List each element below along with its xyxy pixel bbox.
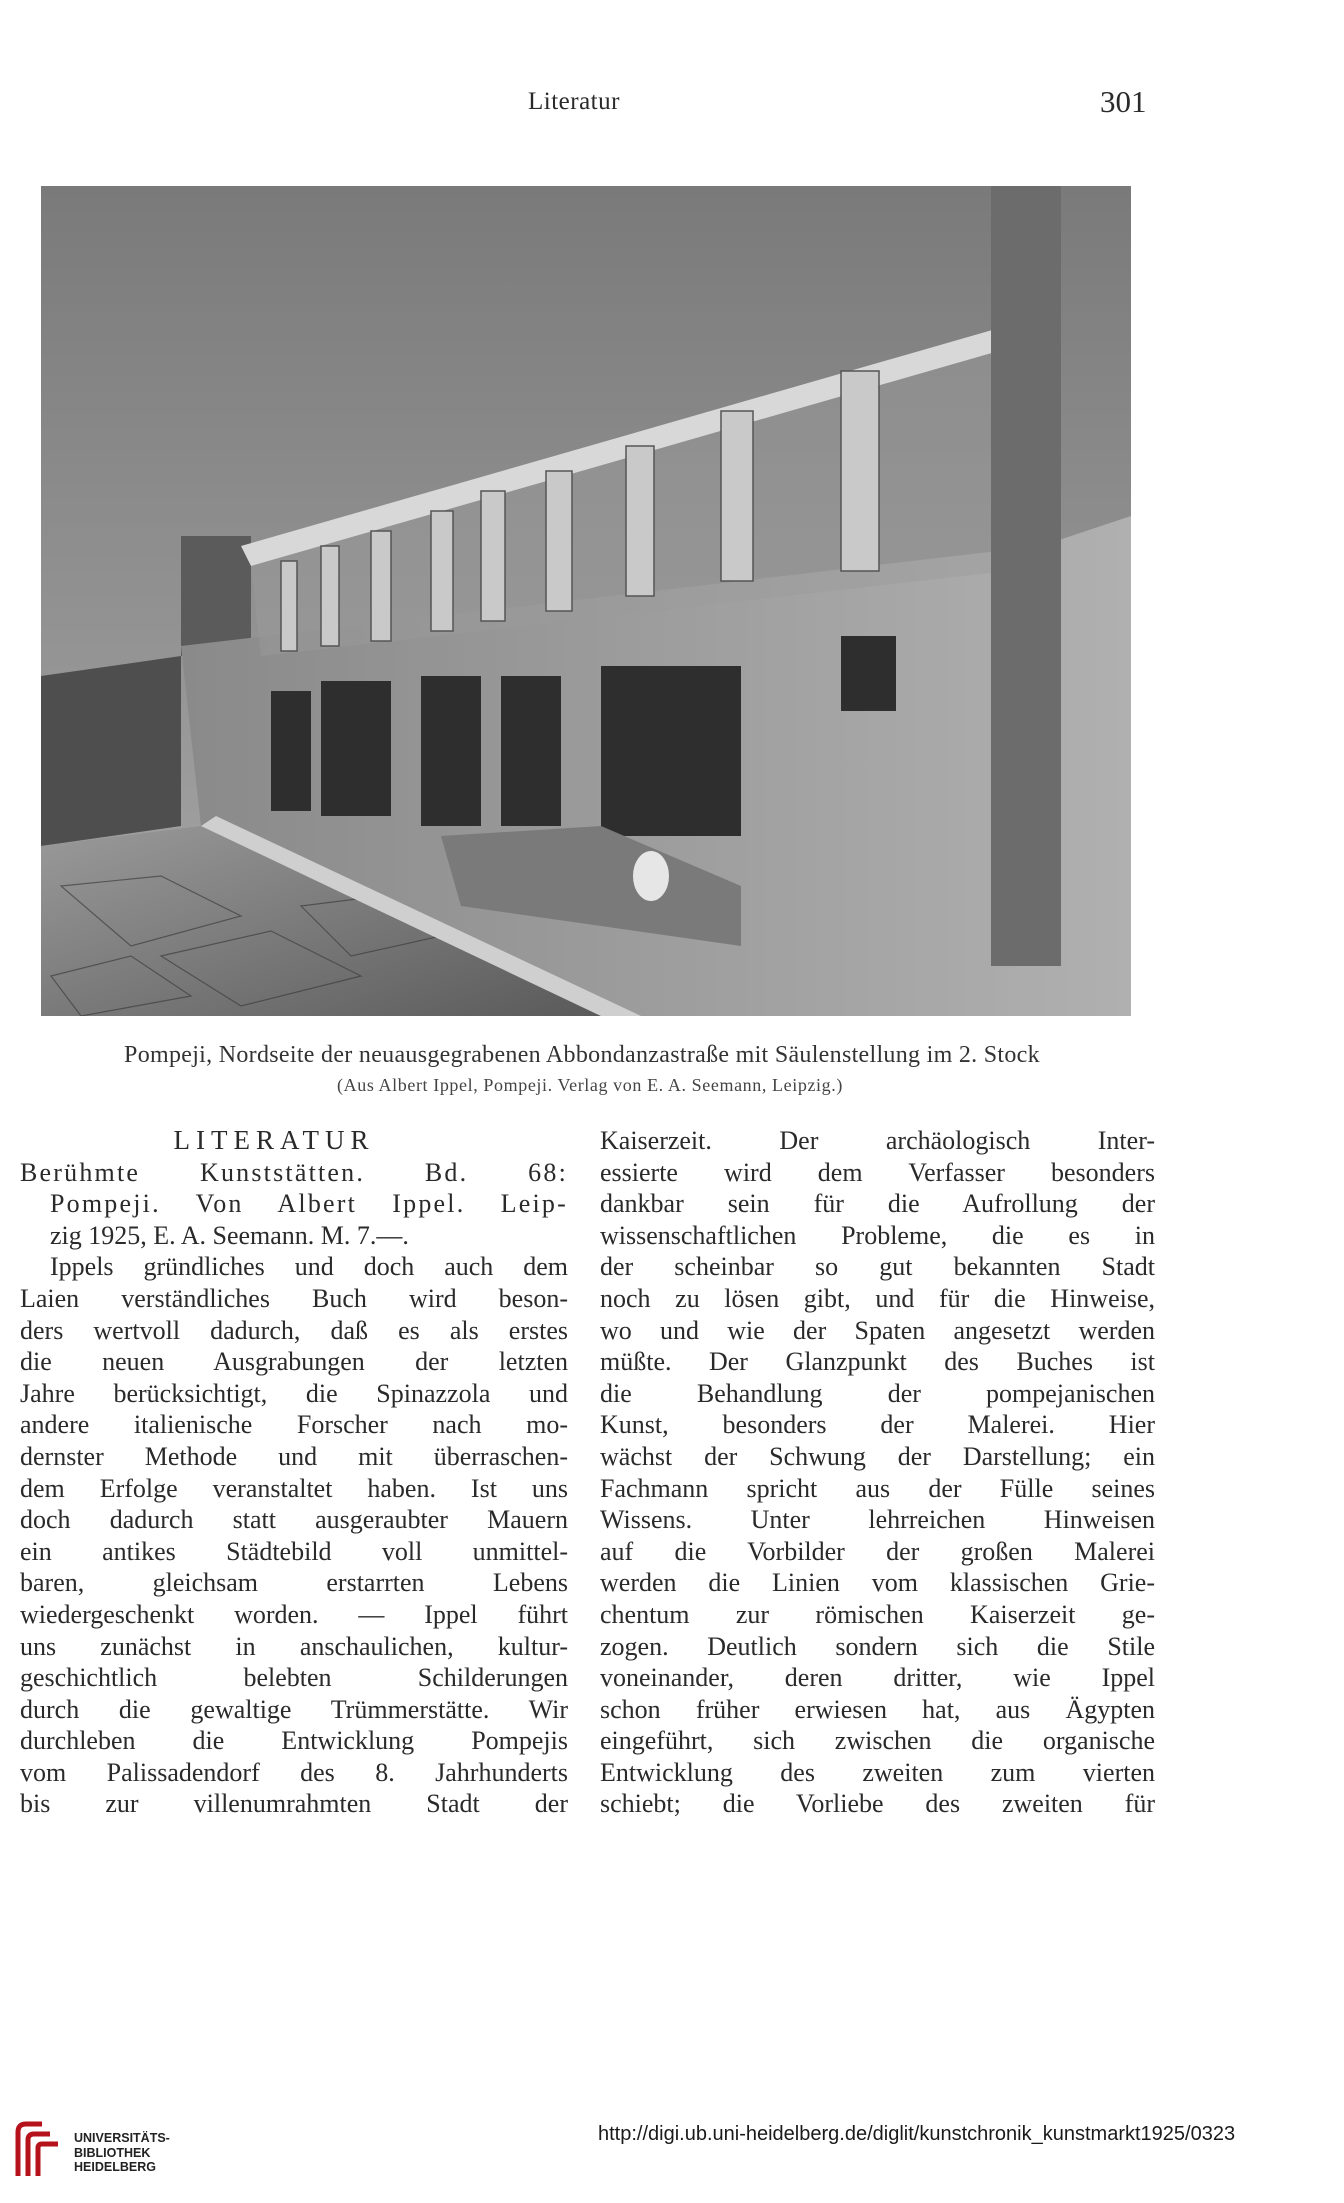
text-line: bis zur villenumrahmten Stadt der bbox=[20, 1789, 568, 1819]
text-line: schon früher erwiesen hat, aus Ägypten bbox=[600, 1694, 1155, 1724]
text-line: chentum zur römischen Kaiserzeit ge- bbox=[600, 1599, 1155, 1629]
text-line: die Behandlung der pompejanischen bbox=[600, 1378, 1155, 1408]
text-line: wo und wie der Spaten angesetzt werden bbox=[600, 1315, 1155, 1345]
text-line: eingeführt, sich zwischen die organische bbox=[600, 1726, 1155, 1756]
text-line: essierte wird dem Verfasser besonders bbox=[600, 1157, 1155, 1187]
text-line: Ippels gründliches und doch auch dem bbox=[50, 1252, 568, 1282]
text-line: dernster Methode und mit überraschen- bbox=[20, 1441, 568, 1471]
text-line: zogen. Deutlich sondern sich die Stile bbox=[600, 1631, 1155, 1661]
left-column bbox=[20, 1125, 568, 1820]
text-line: Jahre berücksichtigt, die Spinazzola und bbox=[20, 1378, 568, 1408]
source-url-link[interactable]: http://digi.ub.uni-heidelberg.de/diglit/kunstchronik_kunstmarkt1925/0323 bbox=[598, 2123, 1236, 2145]
text-line: Kaiserzeit. Der archäologisch Inter- bbox=[600, 1126, 1155, 1155]
running-head bbox=[0, 84, 1344, 128]
library-name-line: UNIVERSITÄTS- bbox=[74, 2131, 170, 2145]
text-line: wächst der Schwung der Darstellung; ein bbox=[600, 1441, 1155, 1471]
text-line: schiebt; die Vorliebe des zweiten für bbox=[600, 1789, 1155, 1819]
pompeii-street-photo bbox=[41, 186, 1131, 1016]
text-line: dankbar sein für die Aufrollung der bbox=[600, 1189, 1155, 1219]
text-line: durch die gewaltige Trümmerstätte. Wir bbox=[20, 1694, 568, 1724]
text-line: voneinander, deren dritter, wie Ippel bbox=[600, 1663, 1155, 1693]
library-logo-icon bbox=[12, 2118, 68, 2182]
text-line: baren, gleichsam erstarrten Lebens bbox=[20, 1568, 568, 1598]
text-line: wissenschaftlichen Probleme, die es in bbox=[600, 1220, 1155, 1250]
text-line: müßte. Der Glanzpunkt des Buches ist bbox=[600, 1347, 1155, 1377]
text-line: Wissens. Unter lehrreichen Hinweisen bbox=[600, 1505, 1155, 1535]
text-line: auf die Vorbilder der großen Malerei bbox=[600, 1536, 1155, 1566]
section-heading: LITERATUR bbox=[173, 1125, 375, 1155]
text-line: wiedergeschenkt worden. — Ippel führt bbox=[20, 1599, 568, 1629]
text-line: zig 1925, E. A. Seemann. M. 7.—. bbox=[50, 1220, 409, 1250]
text-line: werden die Linien vom klassischen Grie- bbox=[600, 1568, 1155, 1598]
text-line: vom Palissadendorf des 8. Jahrhunderts bbox=[20, 1757, 568, 1787]
running-title: Literatur bbox=[528, 88, 620, 115]
text-line: Entwicklung des zweiten zum vierten bbox=[600, 1757, 1155, 1787]
text-line: Fachmann spricht aus der Fülle seines bbox=[600, 1473, 1155, 1503]
text-line: durchleben die Entwicklung Pompejis bbox=[20, 1726, 568, 1756]
text-line: doch dadurch statt ausgeraubter Mauern bbox=[20, 1505, 568, 1535]
figure-caption: Pompeji, Nordseite der neuausgegrabenen Abbondanzastraße mit Säulenstellung im 2. Stock bbox=[124, 1042, 1040, 1068]
text-line: Pompeji. Von Albert Ippel. Leip- bbox=[50, 1189, 568, 1219]
text-line: ein antikes Städtebild voll unmittel- bbox=[20, 1536, 568, 1566]
text-line: Laien verständliches Buch wird beson- bbox=[20, 1283, 568, 1313]
text-line: der scheinbar so gut bekannten Stadt bbox=[600, 1252, 1155, 1282]
library-name bbox=[74, 2131, 170, 2175]
text-line: Berühmte Kunststätten. Bd. 68: bbox=[20, 1157, 568, 1187]
text-line: Kunst, besonders der Malerei. Hier bbox=[600, 1410, 1155, 1440]
library-logo bbox=[12, 2118, 212, 2188]
library-name-line: HEIDELBERG bbox=[74, 2160, 156, 2174]
figure-credit: (Aus Albert Ippel, Pompeji. Verlag von E. A. Seemann, Leipzig.) bbox=[337, 1075, 843, 1095]
library-name-line: BIBLIOTHEK bbox=[74, 2145, 151, 2160]
photo-illustration bbox=[41, 186, 1131, 1016]
text-line: die neuen Ausgrabungen der letzten bbox=[20, 1347, 568, 1377]
right-column bbox=[600, 1125, 1155, 1820]
text-line: uns zunächst in anschaulichen, kultur- bbox=[20, 1631, 568, 1661]
text-line: andere italienische Forscher nach mo- bbox=[20, 1410, 568, 1440]
text-line: noch zu lösen gibt, und für die Hinweise, bbox=[600, 1283, 1155, 1313]
text-line: dem Erfolge veranstaltet haben. Ist uns bbox=[20, 1473, 568, 1503]
text-line: ders wertvoll dadurch, daß es als erstes bbox=[20, 1315, 568, 1345]
text-line: geschichtlich belebten Schilderungen bbox=[20, 1663, 568, 1693]
page-number: 301 bbox=[1100, 84, 1147, 119]
